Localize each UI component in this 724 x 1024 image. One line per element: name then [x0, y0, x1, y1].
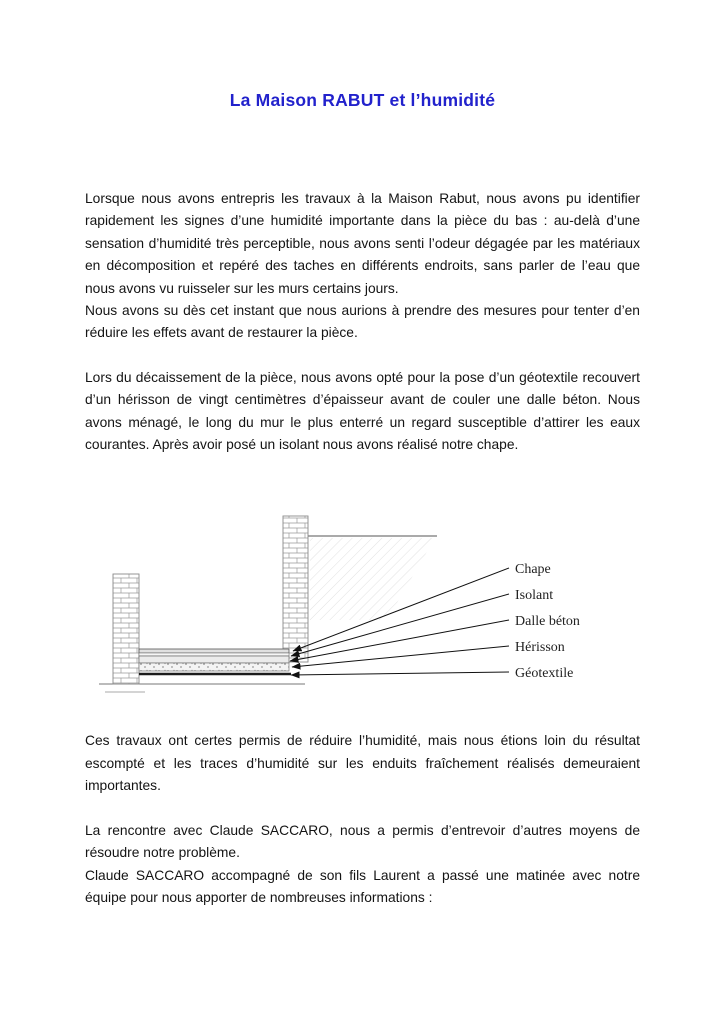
floor-section-drawing	[85, 508, 640, 708]
paragraph-measures: Nous avons su dès cet instant que nous aurions à prendre des mesures pour tenter d’en réduire les effets avant de restaurer la pièce.	[85, 303, 640, 341]
isolant-layer	[139, 653, 289, 656]
diagram-label-herisson: Hérisson	[515, 640, 565, 656]
herisson-leader-line	[292, 646, 509, 667]
paragraph-saccaro-meeting: La rencontre avec Claude SACCARO, nous a permis d’entrevoir d’autres moyens de résoudre notre problème.	[85, 822, 640, 861]
diagram-label-isolant: Isolant	[515, 588, 554, 604]
paragraph-results: Ces travaux ont certes permis de réduire l’humidité, mais nous étions loin du résultat escompté et les traces d’humidité sur les enduits fraîchement réalisés demeuraient importantes.	[85, 733, 640, 794]
earth-hatch	[310, 538, 435, 620]
dalle-beton-leader-line	[290, 620, 509, 661]
diagram-label-chape: Chape	[515, 562, 551, 578]
paragraph-works: Lors du décaissement de la pièce, nous avons opté pour la pose d’un géotextile recouvert d’un hérisson de vingt centimètres d’épaisseur avant de couler une dalle béton. Nous avons ménagé, le long du mur le plus enterré un regard susceptible d’attirer les eaux courantes. Après avoir posé un isolant nous avons réalisé notre chape.	[85, 369, 640, 453]
chape-layer	[139, 649, 289, 653]
herisson-layer	[139, 663, 289, 671]
paragraph-intro: Lorsque nous avons entrepris les travaux à la Maison Rabut, nous avons pu identifier rapidement les signes d’une humidité importante dans la pièce du bas : au-delà d’une sensation d’humidité très perceptible, nous avons senti l’odeur dégagée par les matériaux en décomposition et repéré des taches en différents endroits, sans parler de l’eau que nous avons vu ruisseler sur les murs certains jours.	[85, 191, 640, 296]
right-brick-wall	[283, 516, 308, 662]
dalle-beton-layer	[139, 656, 289, 663]
document-title: La Maison RABUT et l’humidité	[229, 90, 496, 110]
left-brick-wall	[113, 574, 139, 684]
geotextile-leader-line	[291, 672, 509, 675]
paragraph-saccaro-visit: Claude SACCARO accompagné de son fils Laurent a passé une matinée avec notre équipe pour nous apporter de nombreuses informations :	[85, 867, 640, 905]
diagram-label-geotextile: Géotextile	[515, 666, 574, 682]
paragraph-gap	[85, 798, 640, 820]
paragraph-gap	[85, 345, 640, 367]
floor-section-diagram	[85, 508, 640, 708]
diagram-label-dalle-beton: Dalle béton	[515, 614, 580, 630]
